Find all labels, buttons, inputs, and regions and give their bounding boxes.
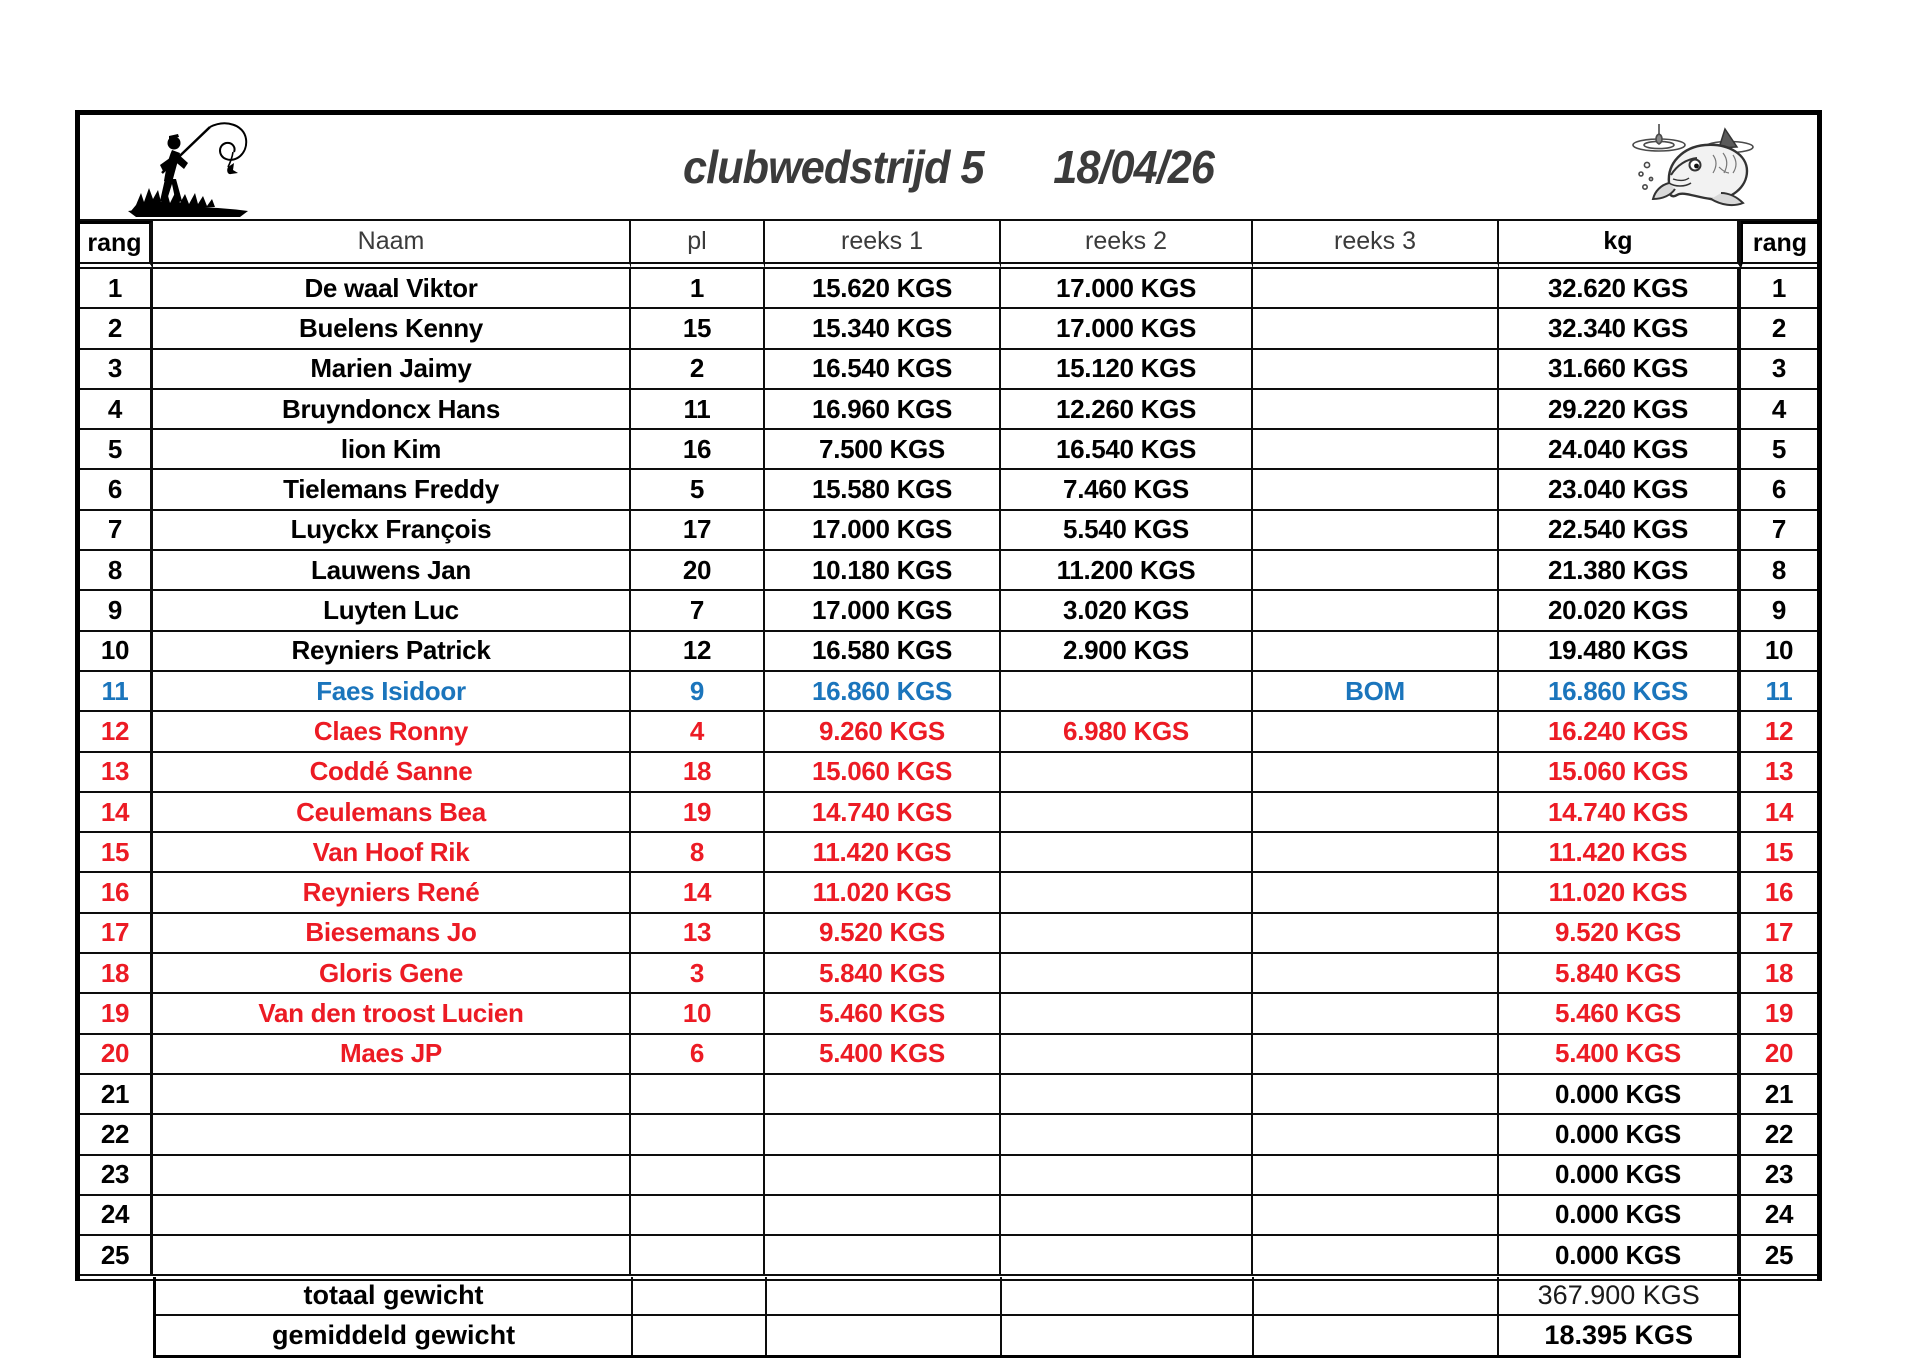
cell-kg: 5.460 KGS — [1499, 994, 1741, 1032]
cell-kg: 0.000 KGS — [1499, 1156, 1741, 1194]
cell-reeks3 — [1253, 712, 1499, 750]
empty-cell — [633, 1277, 767, 1314]
cell-naam — [153, 1196, 631, 1234]
cell-kg: 21.380 KGS — [1499, 551, 1741, 589]
cell-rang-right: 11 — [1765, 675, 1793, 706]
cell-reeks1 — [765, 1236, 1001, 1274]
cell-reeks3 — [1253, 753, 1499, 791]
table-row — [80, 954, 1817, 994]
table-row — [80, 672, 1817, 712]
cell-reeks2: 11.200 KGS — [1001, 551, 1253, 589]
cell-pl: 15 — [631, 309, 765, 347]
cell-rang-left: 22 — [80, 1115, 153, 1153]
header-rang-right: rang — [1741, 221, 1817, 269]
table-row — [80, 793, 1817, 833]
total-weight-row — [156, 1277, 1738, 1316]
cell-kg: 15.060 KGS — [1499, 753, 1741, 791]
cell-rang-right: 12 — [1764, 715, 1794, 746]
cell-reeks2 — [1001, 1196, 1253, 1234]
table-row — [80, 994, 1817, 1034]
results-table — [75, 110, 1822, 1281]
empty-cell — [1254, 1316, 1500, 1355]
cell-kg: 0.000 KGS — [1499, 1115, 1741, 1153]
cell-kg: 5.840 KGS — [1499, 954, 1741, 992]
cell-pl: 6 — [631, 1035, 765, 1073]
cell-reeks2: 7.460 KGS — [1001, 470, 1253, 508]
cell-rang-right: 14 — [1764, 796, 1794, 827]
cell-rang-right: 24 — [1764, 1199, 1794, 1230]
cell-reeks1: 5.840 KGS — [765, 954, 1001, 992]
cell-naam: Biesemans Jo — [153, 914, 631, 952]
cell-naam — [153, 1075, 631, 1113]
cell-reeks2 — [1001, 873, 1253, 911]
table-row — [80, 430, 1817, 470]
cell-reeks1: 9.260 KGS — [765, 712, 1001, 750]
cell-reeks3 — [1253, 350, 1499, 388]
table-row — [80, 632, 1817, 672]
table-row — [80, 309, 1817, 349]
cell-reeks2 — [1001, 1035, 1253, 1073]
table-row — [80, 470, 1817, 510]
cell-reeks3 — [1253, 1156, 1499, 1194]
cell-reeks3 — [1253, 551, 1499, 589]
table-row — [80, 511, 1817, 551]
cell-reeks1: 11.420 KGS — [765, 833, 1001, 871]
cell-rang-right: 15 — [1764, 836, 1794, 867]
cell-rang-left: 6 — [80, 470, 153, 508]
cell-reeks1: 15.620 KGS — [765, 269, 1001, 307]
cell-reeks2 — [1001, 1115, 1253, 1153]
cell-pl: 20 — [631, 551, 765, 589]
cell-rang-right: 10 — [1764, 635, 1794, 666]
cell-pl: 18 — [631, 753, 765, 791]
cell-reeks2: 6.980 KGS — [1001, 712, 1253, 750]
table-row — [80, 350, 1817, 390]
table-row — [80, 591, 1817, 631]
cell-kg: 24.040 KGS — [1499, 430, 1741, 468]
cell-kg: 20.020 KGS — [1499, 591, 1741, 629]
page-title — [132, 115, 1765, 219]
cell-kg: 11.420 KGS — [1499, 833, 1741, 871]
cell-kg: 0.000 KGS — [1499, 1075, 1741, 1113]
empty-cell — [767, 1277, 1003, 1314]
cell-rang-left: 17 — [80, 914, 153, 952]
cell-rang-right: 21 — [1764, 1078, 1794, 1109]
cell-rang-left: 2 — [80, 309, 153, 347]
cell-pl — [631, 1115, 765, 1153]
cell-rang-right: 9 — [1771, 595, 1787, 626]
cell-rang-left: 13 — [80, 753, 153, 791]
cell-rang-left: 5 — [80, 430, 153, 468]
cell-kg: 23.040 KGS — [1499, 470, 1741, 508]
cell-naam: Van den troost Lucien — [153, 994, 631, 1032]
cell-reeks3 — [1253, 1035, 1499, 1073]
cell-rang-right: 25 — [1764, 1239, 1794, 1270]
cell-pl — [631, 1156, 765, 1194]
cell-rang-right: 19 — [1764, 997, 1794, 1028]
table-row — [80, 873, 1817, 913]
header-reeks3: reeks 3 — [1253, 221, 1499, 269]
cell-rang-right: 3 — [1771, 353, 1787, 384]
cell-naam — [153, 1115, 631, 1153]
cell-reeks1 — [765, 1075, 1001, 1113]
average-weight-label: gemiddeld gewicht — [156, 1316, 633, 1355]
cell-pl — [631, 1075, 765, 1113]
cell-pl: 11 — [631, 390, 765, 428]
cell-kg: 14.740 KGS — [1499, 793, 1741, 831]
cell-reeks1: 15.580 KGS — [765, 470, 1001, 508]
cell-reeks1: 17.000 KGS — [765, 591, 1001, 629]
table-row — [80, 1035, 1817, 1075]
header-reeks1: reeks 1 — [765, 221, 1001, 269]
empty-cell — [1002, 1316, 1254, 1355]
cell-reeks3 — [1253, 954, 1499, 992]
cell-naam: Maes JP — [153, 1035, 631, 1073]
average-weight-value: 18.395 KGS — [1544, 1320, 1694, 1350]
cell-naam: Ceulemans Bea — [153, 793, 631, 831]
cell-naam: Buelens Kenny — [153, 309, 631, 347]
cell-rang-right: 7 — [1771, 514, 1787, 545]
empty-cell — [767, 1316, 1003, 1355]
cell-rang-right: 17 — [1764, 917, 1794, 948]
table-row — [80, 914, 1817, 954]
cell-reeks2 — [1001, 833, 1253, 871]
cell-reeks3 — [1253, 1075, 1499, 1113]
cell-rang-left: 19 — [80, 994, 153, 1032]
cell-reeks1: 5.460 KGS — [765, 994, 1001, 1032]
table-row — [80, 712, 1817, 752]
summary-section — [153, 1277, 1741, 1358]
cell-reeks3 — [1253, 914, 1499, 952]
cell-reeks3 — [1253, 1115, 1499, 1153]
cell-kg: 29.220 KGS — [1499, 390, 1741, 428]
cell-rang-right: 18 — [1764, 957, 1794, 988]
cell-pl: 3 — [631, 954, 765, 992]
cell-kg: 9.520 KGS — [1499, 914, 1741, 952]
cell-reeks3 — [1253, 430, 1499, 468]
cell-rang-right: 4 — [1771, 393, 1787, 424]
cell-reeks3 — [1253, 470, 1499, 508]
cell-pl: 10 — [631, 994, 765, 1032]
cell-rang-left: 11 — [80, 672, 153, 710]
header-kg: kg — [1499, 221, 1741, 269]
header-naam: Naam — [153, 221, 631, 269]
fish-logo-icon — [1625, 121, 1775, 215]
cell-reeks1: 15.340 KGS — [765, 309, 1001, 347]
cell-rang-left: 20 — [80, 1035, 153, 1073]
cell-kg: 16.240 KGS — [1499, 712, 1741, 750]
cell-reeks2: 12.260 KGS — [1001, 390, 1253, 428]
table-row — [80, 1236, 1817, 1281]
table-row — [80, 551, 1817, 591]
table-body — [80, 269, 1817, 1281]
cell-rang-left: 23 — [80, 1156, 153, 1194]
cell-rang-left: 12 — [80, 712, 153, 750]
cell-reeks2: 17.000 KGS — [1001, 309, 1253, 347]
table-row — [80, 1075, 1817, 1115]
cell-reeks1: 11.020 KGS — [765, 873, 1001, 911]
cell-reeks1: 16.960 KGS — [765, 390, 1001, 428]
title-date: 18/04/26 — [1053, 141, 1215, 193]
cell-naam: Lauwens Jan — [153, 551, 631, 589]
cell-naam: De waal Viktor — [153, 269, 631, 307]
cell-reeks3 — [1253, 632, 1499, 670]
table-row — [80, 753, 1817, 793]
cell-pl: 17 — [631, 511, 765, 549]
average-weight-row — [156, 1316, 1738, 1355]
cell-rang-right: 23 — [1764, 1159, 1794, 1190]
cell-pl: 4 — [631, 712, 765, 750]
cell-reeks3 — [1253, 873, 1499, 911]
table-row — [80, 1115, 1817, 1155]
cell-reeks2 — [1001, 672, 1253, 710]
cell-reeks3 — [1253, 511, 1499, 549]
title-row — [80, 115, 1817, 221]
cell-pl: 1 — [631, 269, 765, 307]
table-row — [80, 269, 1817, 309]
cell-rang-left: 16 — [80, 873, 153, 911]
cell-naam: Claes Ronny — [153, 712, 631, 750]
cell-rang-left: 10 — [80, 632, 153, 670]
cell-rang-left: 4 — [80, 390, 153, 428]
cell-reeks1: 5.400 KGS — [765, 1035, 1001, 1073]
cell-naam: Coddé Sanne — [153, 753, 631, 791]
cell-reeks1: 17.000 KGS — [765, 511, 1001, 549]
total-weight-value: 367.900 KGS — [1537, 1280, 1700, 1310]
cell-naam: Bruyndoncx Hans — [153, 390, 631, 428]
cell-reeks2 — [1001, 1236, 1253, 1274]
cell-reeks3: BOM — [1253, 672, 1499, 710]
cell-reeks3 — [1253, 994, 1499, 1032]
cell-rang-left: 21 — [80, 1075, 153, 1113]
table-row — [80, 833, 1817, 873]
cell-pl: 19 — [631, 793, 765, 831]
cell-naam: Gloris Gene — [153, 954, 631, 992]
cell-rang-left: 18 — [80, 954, 153, 992]
cell-pl: 9 — [631, 672, 765, 710]
cell-reeks2: 16.540 KGS — [1001, 430, 1253, 468]
cell-rang-left: 15 — [80, 833, 153, 871]
cell-reeks3 — [1253, 390, 1499, 428]
cell-naam: Van Hoof Rik — [153, 833, 631, 871]
cell-reeks3 — [1253, 1196, 1499, 1234]
cell-kg: 16.860 KGS — [1499, 672, 1741, 710]
cell-reeks1: 15.060 KGS — [765, 753, 1001, 791]
cell-naam: lion Kim — [153, 430, 631, 468]
cell-reeks1: 7.500 KGS — [765, 430, 1001, 468]
cell-naam — [153, 1156, 631, 1194]
cell-rang-right: 8 — [1771, 554, 1787, 585]
cell-reeks2 — [1001, 914, 1253, 952]
cell-rang-right: 5 — [1771, 433, 1787, 464]
total-weight-label: totaal gewicht — [156, 1277, 633, 1314]
title-competition: clubwedstrijd 5 — [682, 141, 984, 193]
cell-pl: 16 — [631, 430, 765, 468]
cell-reeks1 — [765, 1196, 1001, 1234]
table-row — [80, 1196, 1817, 1236]
cell-reeks2 — [1001, 753, 1253, 791]
cell-naam: Marien Jaimy — [153, 350, 631, 388]
cell-reeks2 — [1001, 1075, 1253, 1113]
cell-reeks2 — [1001, 954, 1253, 992]
cell-rang-right: 1 — [1771, 272, 1787, 303]
cell-reeks1: 10.180 KGS — [765, 551, 1001, 589]
cell-pl: 13 — [631, 914, 765, 952]
cell-reeks3 — [1253, 793, 1499, 831]
cell-naam: Reyniers Patrick — [153, 632, 631, 670]
cell-pl: 14 — [631, 873, 765, 911]
cell-naam: Reyniers René — [153, 873, 631, 911]
cell-pl: 8 — [631, 833, 765, 871]
table-row — [80, 1156, 1817, 1196]
cell-reeks1: 9.520 KGS — [765, 914, 1001, 952]
cell-reeks2 — [1001, 1156, 1253, 1194]
cell-rang-right: 6 — [1771, 474, 1787, 505]
cell-rang-right: 16 — [1764, 877, 1794, 908]
cell-reeks1: 16.860 KGS — [765, 672, 1001, 710]
header-reeks2: reeks 2 — [1001, 221, 1253, 269]
cell-reeks3 — [1253, 591, 1499, 629]
cell-reeks2: 17.000 KGS — [1001, 269, 1253, 307]
cell-kg: 22.540 KGS — [1499, 511, 1741, 549]
cell-rang-left: 9 — [80, 591, 153, 629]
cell-reeks3 — [1253, 309, 1499, 347]
cell-reeks2: 2.900 KGS — [1001, 632, 1253, 670]
empty-cell — [1002, 1277, 1254, 1314]
header-rang-left: rang — [80, 221, 153, 269]
cell-reeks2: 3.020 KGS — [1001, 591, 1253, 629]
cell-rang-right: 13 — [1764, 756, 1794, 787]
cell-kg: 0.000 KGS — [1499, 1196, 1741, 1234]
cell-rang-left: 14 — [80, 793, 153, 831]
cell-pl: 7 — [631, 591, 765, 629]
cell-rang-left: 1 — [80, 269, 153, 307]
cell-pl: 12 — [631, 632, 765, 670]
cell-reeks1 — [765, 1156, 1001, 1194]
cell-reeks3 — [1253, 1236, 1499, 1274]
cell-reeks1 — [765, 1115, 1001, 1153]
cell-reeks2: 15.120 KGS — [1001, 350, 1253, 388]
cell-rang-left: 3 — [80, 350, 153, 388]
cell-kg: 11.020 KGS — [1499, 873, 1741, 911]
cell-reeks2: 5.540 KGS — [1001, 511, 1253, 549]
cell-pl — [631, 1236, 765, 1274]
cell-naam: Luyckx François — [153, 511, 631, 549]
cell-naam — [153, 1236, 631, 1274]
cell-kg: 5.400 KGS — [1499, 1035, 1741, 1073]
cell-reeks1: 16.540 KGS — [765, 350, 1001, 388]
cell-naam: Tielemans Freddy — [153, 470, 631, 508]
table-row — [80, 390, 1817, 430]
cell-rang-left: 7 — [80, 511, 153, 549]
cell-reeks3 — [1253, 833, 1499, 871]
header-pl: pl — [631, 221, 765, 269]
cell-kg: 32.340 KGS — [1499, 309, 1741, 347]
cell-rang-right: 2 — [1771, 312, 1787, 343]
cell-kg: 31.660 KGS — [1499, 350, 1741, 388]
cell-rang-left: 8 — [80, 551, 153, 589]
table-header-row — [80, 221, 1817, 269]
cell-naam: Luyten Luc — [153, 591, 631, 629]
cell-reeks3 — [1253, 269, 1499, 307]
cell-naam: Faes Isidoor — [153, 672, 631, 710]
cell-pl — [631, 1196, 765, 1234]
cell-reeks2 — [1001, 793, 1253, 831]
cell-reeks1: 16.580 KGS — [765, 632, 1001, 670]
cell-rang-left: 24 — [80, 1196, 153, 1234]
cell-kg: 0.000 KGS — [1499, 1236, 1741, 1274]
cell-kg: 32.620 KGS — [1499, 269, 1741, 307]
cell-reeks1: 14.740 KGS — [765, 793, 1001, 831]
cell-rang-left: 25 — [80, 1236, 153, 1274]
cell-kg: 19.480 KGS — [1499, 632, 1741, 670]
cell-pl: 5 — [631, 470, 765, 508]
empty-cell — [633, 1316, 767, 1355]
cell-rang-right: 22 — [1764, 1118, 1794, 1149]
cell-pl: 2 — [631, 350, 765, 388]
empty-cell — [1254, 1277, 1500, 1314]
cell-rang-right: 20 — [1764, 1038, 1794, 1069]
cell-reeks2 — [1001, 994, 1253, 1032]
